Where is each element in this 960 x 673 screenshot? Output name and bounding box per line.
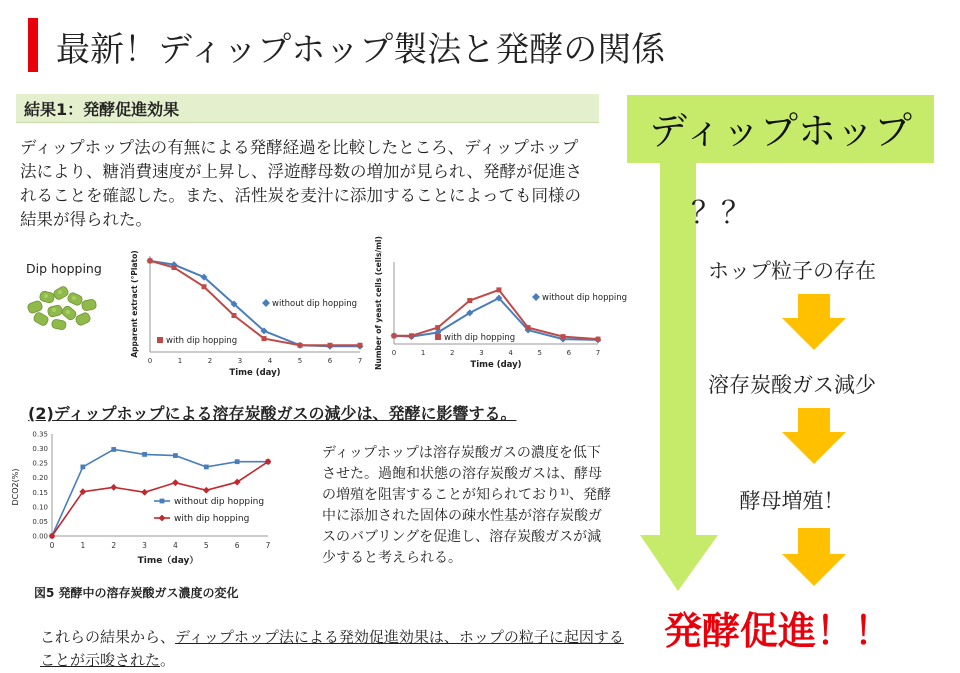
result1-heading-bar bbox=[16, 94, 599, 123]
dco2-x-tick: 1 bbox=[80, 541, 86, 550]
dco2-y-tick: 0.05 bbox=[32, 517, 48, 526]
dco2-point bbox=[141, 489, 148, 496]
step-co2-decrease: 溶存炭酸ガス減少 bbox=[708, 373, 876, 397]
step-yeast-growth: 酵母増殖！ bbox=[739, 489, 845, 513]
title-accent-bar bbox=[28, 18, 38, 72]
extract-point bbox=[202, 284, 207, 289]
conclusion-pre: これらの結果から、 bbox=[40, 628, 176, 646]
yeast-point bbox=[596, 337, 601, 342]
down-arrow-3 bbox=[782, 528, 846, 586]
conclusion-post: 。 bbox=[160, 651, 176, 669]
yeast-x-tick: 3 bbox=[479, 349, 484, 357]
yeast-point bbox=[496, 287, 501, 292]
result1-heading: 結果1：発酵促進効果 bbox=[24, 100, 180, 119]
extract-y-label: Apparent extract (°Plato) bbox=[130, 250, 139, 358]
extract-legend-label: without dip hopping bbox=[272, 299, 358, 309]
dco2-x-tick: 6 bbox=[234, 541, 240, 550]
dco2-x-tick: 7 bbox=[265, 541, 271, 550]
extract-legend-label: with dip hopping bbox=[166, 336, 238, 346]
yeast-x-tick: 7 bbox=[595, 349, 601, 357]
yeast-x-tick: 4 bbox=[508, 349, 513, 357]
yeast-point bbox=[392, 333, 397, 338]
conclusion-underlined: ディップホップ法による発効促進効果は、ホップの粒子に起因することが示唆された bbox=[40, 628, 624, 669]
extract-point bbox=[232, 313, 237, 318]
extract-x-tick: 0 bbox=[147, 357, 153, 365]
dco2-x-tick: 4 bbox=[173, 541, 178, 550]
extract-legend-marker bbox=[157, 337, 163, 343]
extract-x-tick: 7 bbox=[357, 357, 363, 365]
result1-text: ディップホップ法の有無による発酵経過を比較したところ、ディップホップ法により、糖消費速度が上昇し、浮遊酵母数の増加が見られ、発酵が促進されることを確認した。また、活性炭を麦汁に添加することによっても同様の結果が得られた。 bbox=[20, 138, 582, 229]
dco2-point bbox=[142, 452, 147, 457]
extract-x-tick: 3 bbox=[237, 357, 243, 365]
extract-point bbox=[358, 343, 363, 348]
dco2-x-tick: 5 bbox=[203, 541, 209, 550]
yeast-legend-label: with dip hopping bbox=[444, 333, 516, 343]
chart-apparent-extract bbox=[128, 248, 378, 383]
yeast-legend-marker bbox=[435, 334, 441, 340]
question-marks: ？？ bbox=[691, 196, 751, 231]
yeast-point bbox=[467, 298, 472, 303]
dip-hopping-label: Dip hopping bbox=[26, 261, 102, 276]
dco2-point bbox=[80, 465, 85, 470]
extract-x-label: Time (day) bbox=[229, 368, 281, 378]
yeast-legend-marker bbox=[532, 293, 540, 301]
final-result: 発酵促進！！ bbox=[664, 609, 893, 653]
yeast-x-tick: 6 bbox=[566, 349, 572, 357]
yeast-y-label: Number of yeast cells (cells/ml) bbox=[374, 236, 383, 370]
dco2-point bbox=[204, 465, 209, 470]
section2-text: ディップホップは溶存炭酸ガスの濃度を低下させた。過飽和状態の溶存炭酸ガスは、酵母の増殖を阻害することが知られており¹⁾、発酵中に添加された固体の疎水性基が溶存炭酸ガスのバブリングを促進し、溶存炭酸ガスが減少すると考えられる。 bbox=[322, 445, 612, 566]
extract-x-tick: 2 bbox=[207, 357, 213, 365]
dip-hop-header-box bbox=[627, 95, 934, 163]
yeast-legend-label: without dip hopping bbox=[542, 293, 628, 303]
dip-hop-header: ディップホップ bbox=[649, 109, 912, 153]
extract-x-tick: 6 bbox=[327, 357, 333, 365]
chart-dco2 bbox=[6, 426, 296, 578]
extract-point bbox=[172, 265, 177, 270]
extract-point bbox=[328, 343, 333, 348]
dco2-legend-marker bbox=[159, 515, 166, 522]
dco2-y-tick: 0.35 bbox=[32, 430, 48, 439]
extract-legend-marker bbox=[262, 299, 270, 307]
yeast-point bbox=[561, 334, 566, 339]
yeast-x-tick: 5 bbox=[537, 349, 542, 357]
down-arrow-1 bbox=[782, 294, 846, 350]
step-hop-particles: ホップ粒子の存在 bbox=[708, 259, 876, 283]
dco2-y-tick: 0.20 bbox=[32, 474, 48, 483]
dco2-point bbox=[111, 447, 116, 452]
dco2-y-tick: 0.25 bbox=[32, 459, 48, 468]
dco2-y-tick: 0.00 bbox=[32, 532, 48, 541]
dco2-x-tick: 2 bbox=[111, 541, 117, 550]
extract-point bbox=[298, 343, 303, 348]
dco2-x-tick: 0 bbox=[49, 541, 55, 550]
dco2-x-tick: 3 bbox=[142, 541, 147, 550]
dco2-y-tick: 0.15 bbox=[32, 488, 48, 497]
fig5-caption: 図5 発酵中の溶存炭酸ガス濃度の変化 bbox=[34, 586, 239, 600]
dco2-point bbox=[172, 479, 179, 486]
hop-pellets-image bbox=[24, 282, 104, 332]
extract-point bbox=[262, 336, 267, 341]
dco2-point bbox=[203, 487, 210, 494]
extract-x-tick: 1 bbox=[177, 357, 183, 365]
dco2-y-label: DCO2(%) bbox=[11, 468, 20, 506]
extract-point bbox=[148, 258, 153, 263]
dco2-y-tick: 0.30 bbox=[32, 445, 48, 454]
yeast-x-tick: 1 bbox=[420, 349, 426, 357]
yeast-x-tick: 2 bbox=[450, 349, 455, 357]
section2-heading: (2)ディップホップによる溶存炭酸ガスの減少は、発酵に影響する。 bbox=[28, 404, 517, 423]
yeast-x-tick: 0 bbox=[391, 349, 397, 357]
yeast-x-label: Time (day) bbox=[470, 360, 522, 370]
extract-x-tick: 5 bbox=[297, 357, 303, 365]
dco2-x-label: Time（day） bbox=[137, 556, 199, 566]
dco2-legend-marker bbox=[160, 499, 165, 504]
dco2-point bbox=[110, 484, 117, 491]
conclusion bbox=[40, 626, 630, 672]
chart-yeast-cells bbox=[368, 236, 628, 383]
yeast-point bbox=[435, 325, 440, 330]
yeast-point bbox=[409, 333, 414, 338]
yeast-point bbox=[526, 325, 531, 330]
dco2-legend-label: with dip hopping bbox=[174, 514, 250, 524]
extract-x-tick: 4 bbox=[267, 357, 273, 365]
down-arrow-2 bbox=[782, 408, 846, 464]
dco2-point bbox=[235, 459, 240, 464]
dco2-point bbox=[173, 453, 178, 458]
dco2-legend-label: without dip hopping bbox=[174, 497, 265, 507]
dco2-y-tick: 0.10 bbox=[32, 503, 48, 512]
page-title: 最新！ディップホップ製法と発酵の関係 bbox=[56, 30, 666, 70]
